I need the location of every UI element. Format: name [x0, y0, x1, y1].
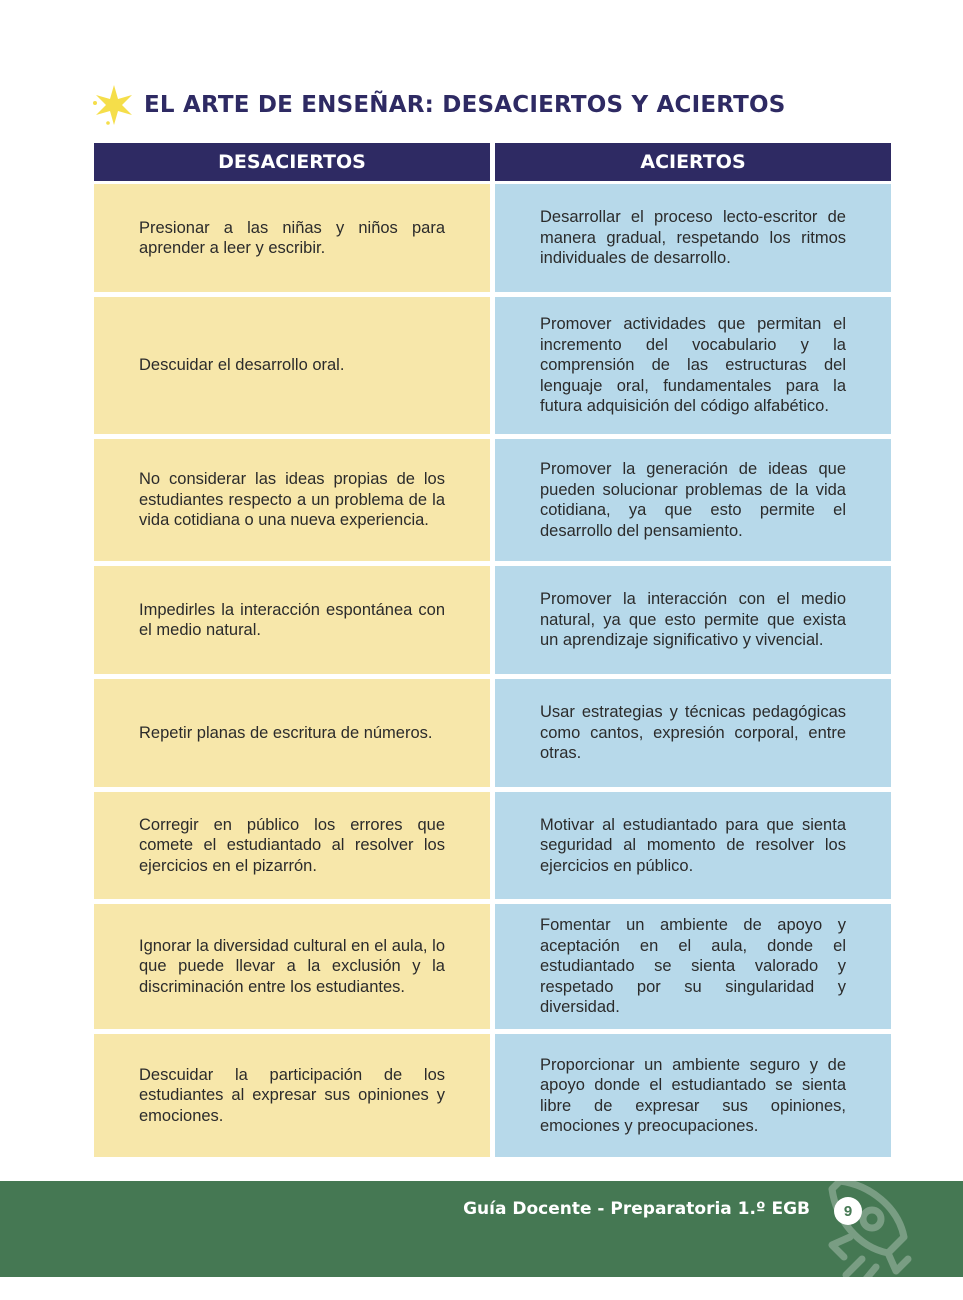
acierto-text: Fomentar un ambiente de apoyo y aceptación en el aula, donde el estudiantado se sienta valorado y respetado por su singularidad y diversidad. [540, 916, 846, 1017]
acierto-cell [495, 566, 891, 674]
desacierto-cell [94, 566, 490, 674]
acierto-cell [495, 184, 891, 292]
desacierto-cell [94, 792, 490, 899]
acierto-text: Usar estrategias y técnicas pedagógicas como cantos, expresión corporal, entre otras. [540, 703, 846, 763]
table-row [94, 679, 891, 787]
table-row [94, 1034, 891, 1157]
acierto-text: Promover la generación de ideas que pueden solucionar problemas de la vida cotidiana, ya que esto permite el desarrollo del pensamiento. [540, 460, 846, 540]
footer-text: Guía Docente - Preparatoria 1.º EGB [463, 1199, 810, 1219]
desacierto-text: Repetir planas de escritura de números. [139, 723, 433, 742]
page-title-block [92, 82, 786, 128]
acierto-text: Motivar al estudiantado para que sienta seguridad al momento de resolver los ejercicios en público. [540, 815, 846, 875]
comparison-table [94, 143, 891, 1162]
desacierto-text: Descuidar el desarrollo oral. [139, 356, 345, 375]
desacierto-cell [94, 679, 490, 787]
desacierto-text: Ignorar la diversidad cultural en el aula, lo que puede llevar a la exclusión y la discriminación entre los estudiantes. [139, 936, 445, 996]
acierto-cell [495, 792, 891, 899]
table-row [94, 439, 891, 561]
acierto-cell [495, 1034, 891, 1157]
desacierto-cell [94, 439, 490, 561]
rocket-icon [810, 1181, 930, 1277]
star-icon [92, 83, 136, 127]
page-number-badge: 9 [834, 1197, 862, 1225]
table-row [94, 184, 891, 292]
table-row [94, 904, 891, 1029]
acierto-text: Desarrollar el proceso lecto-escritor de manera gradual, respetando los ritmos individuales de desarrollo. [540, 208, 846, 268]
desacierto-text: Descuidar la participación de los estudiantes al expresar sus opiniones y emociones. [139, 1065, 445, 1125]
acierto-text: Proporcionar un ambiente seguro y de apoyo donde el estudiantado se sienta libre de expresar sus opiniones, emociones y preocupaciones. [540, 1055, 846, 1135]
desacierto-cell [94, 184, 490, 292]
desacierto-cell [94, 904, 490, 1029]
header-aciertos: ACIERTOS [495, 143, 891, 181]
table-header-row [94, 143, 891, 181]
page-title: EL ARTE DE ENSEÑAR: DESACIERTOS Y ACIERTOS [144, 92, 786, 118]
desacierto-cell [94, 297, 490, 434]
desacierto-text: Presionar a las niñas y niños para aprender a leer y escribir. [139, 218, 445, 257]
acierto-cell [495, 439, 891, 561]
desacierto-cell [94, 1034, 490, 1157]
desacierto-text: Impedirles la interacción espontánea con el medio natural. [139, 600, 445, 639]
desacierto-text: Corregir en público los errores que comete el estudiantado al resolver los ejercicios en el pizarrón. [139, 815, 445, 875]
table-row [94, 792, 891, 899]
page-footer [0, 1181, 963, 1277]
acierto-cell [495, 297, 891, 434]
acierto-cell [495, 904, 891, 1029]
acierto-text: Promover la interacción con el medio natural, ya que esto permite que exista un aprendizaje significativo y vivencial. [540, 590, 846, 650]
table-row [94, 297, 891, 434]
acierto-text: Promover actividades que permitan el incremento del vocabulario y la comprensión de las estructuras del lenguaje oral, fundamentales para la futura adquisición del código alfabético. [540, 315, 846, 416]
table-row [94, 566, 891, 674]
header-desaciertos: DESACIERTOS [94, 143, 490, 181]
desacierto-text: No considerar las ideas propias de los estudiantes respecto a un problema de la vida cotidiana o una nueva experiencia. [139, 470, 445, 530]
acierto-cell [495, 679, 891, 787]
